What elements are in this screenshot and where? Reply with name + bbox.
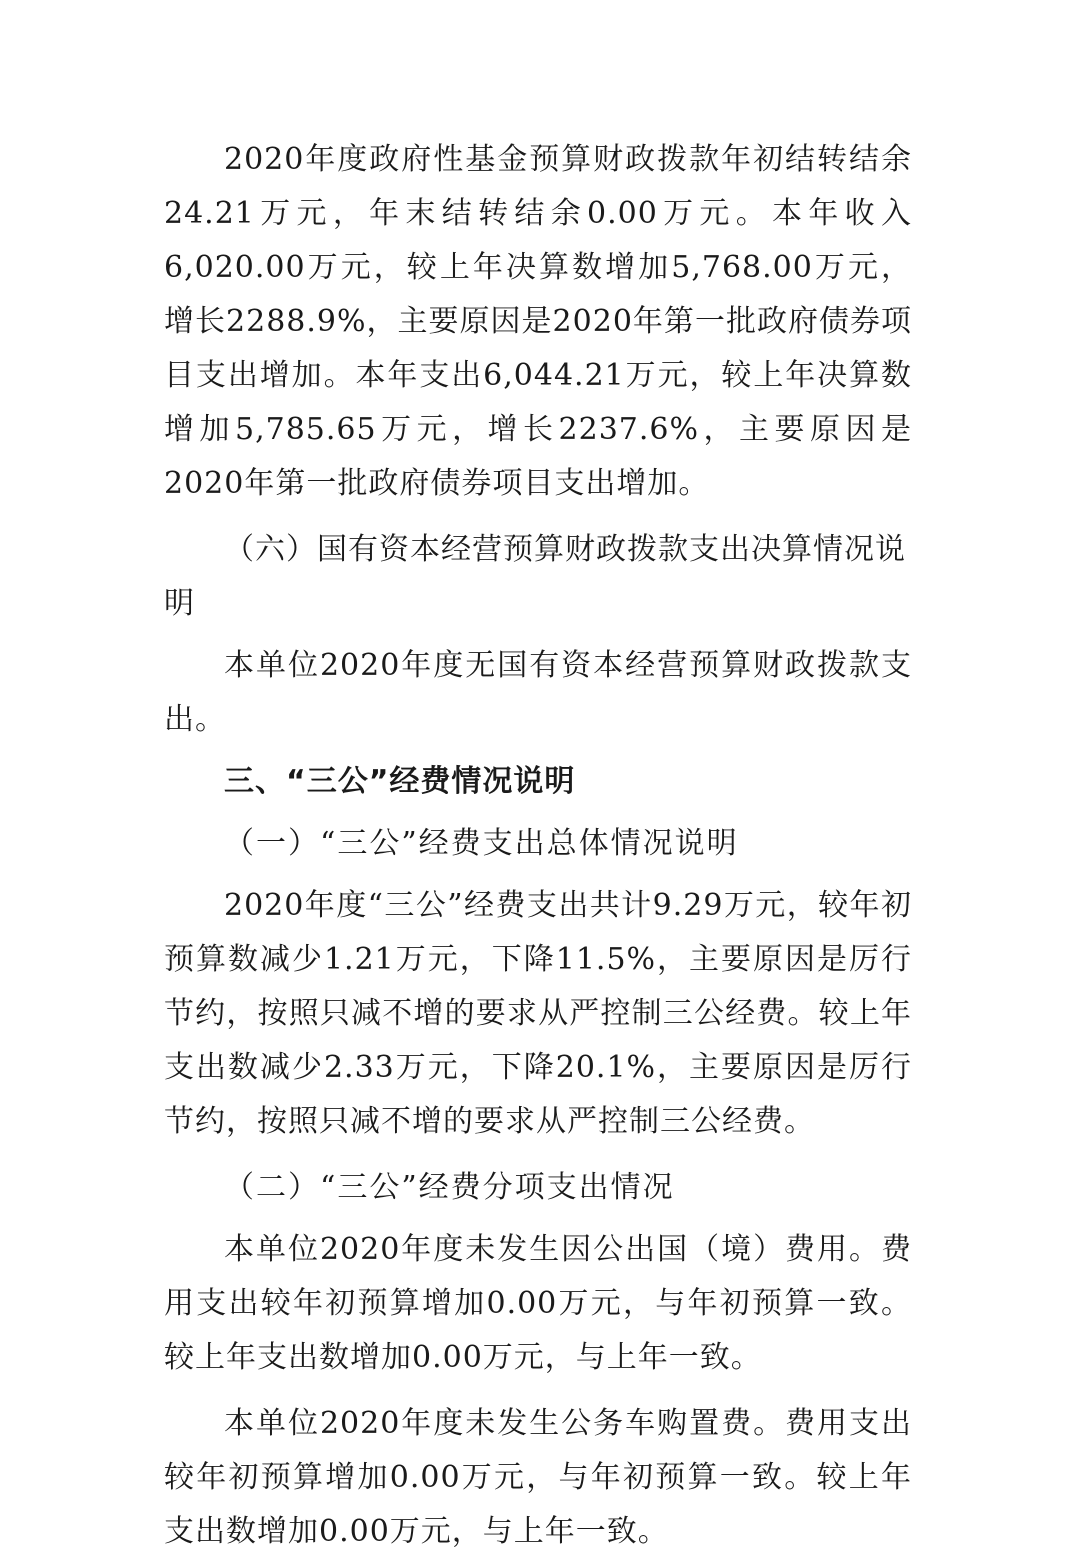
paragraph-vehicle-purchase: 本单位2020年度未发生公务车购置费。费用支出较年初预算增加0.00万元，与年初预算一致。较上年支出数增加0.00万元，与上年一致。 <box>164 1406 912 1549</box>
spacer <box>164 747 912 755</box>
heading-state-capital-budget: （六）国有资本经营预算财政拨款支出决算情况说明 <box>164 532 906 621</box>
paragraph-overseas-travel: 本单位2020年度未发生因公出国（境）费用。费用支出较年初预算增加0.00万元，与年初预算一致。较上年支出数增加0.00万元，与上年一致。 <box>164 1232 912 1375</box>
heading-three-public-expenses: 三、“三公”经费情况说明 <box>224 764 576 799</box>
spacer <box>164 1385 912 1397</box>
heading-overall-expenses: （一）“三公”经费支出总体情况说明 <box>224 826 739 861</box>
paragraph-no-state-capital-expense: 本单位2020年度无国有资本经营预算财政拨款支出。 <box>164 648 912 737</box>
heading-itemized-expenses: （二）“三公”经费分项支出情况 <box>224 1170 675 1205</box>
spacer <box>164 631 912 639</box>
document-page <box>164 133 912 1559</box>
spacer <box>164 871 912 879</box>
spacer <box>164 1215 912 1223</box>
paragraph-government-fund-budget: 2020年度政府性基金预算财政拨款年初结转结余24.21万元，年末结转结余0.00万元。本年收入6,020.00万元，较上年决算数增加5,768.00万元，增长2288.9%，主要原因是2020年第一批政府债券项目支出增加。本年支出6,044.21万元，较上年决算数增加5,785.65万元，增长2237.6%，主要原因是2020年第一批政府债券项目支出增加。 <box>164 142 912 501</box>
spacer <box>164 1149 912 1161</box>
spacer <box>164 511 912 523</box>
paragraph-overall-expenses: 2020年度“三公”经费支出共计9.29万元，较年初预算数减少1.21万元，下降11.5%，主要原因是厉行节约，按照只减不增的要求从严控制三公经费。较上年支出数减少2.33万元，下降20.1%，主要原因是厉行节约，按照只减不增的要求从严控制三公经费。 <box>164 888 912 1139</box>
spacer <box>164 809 912 817</box>
